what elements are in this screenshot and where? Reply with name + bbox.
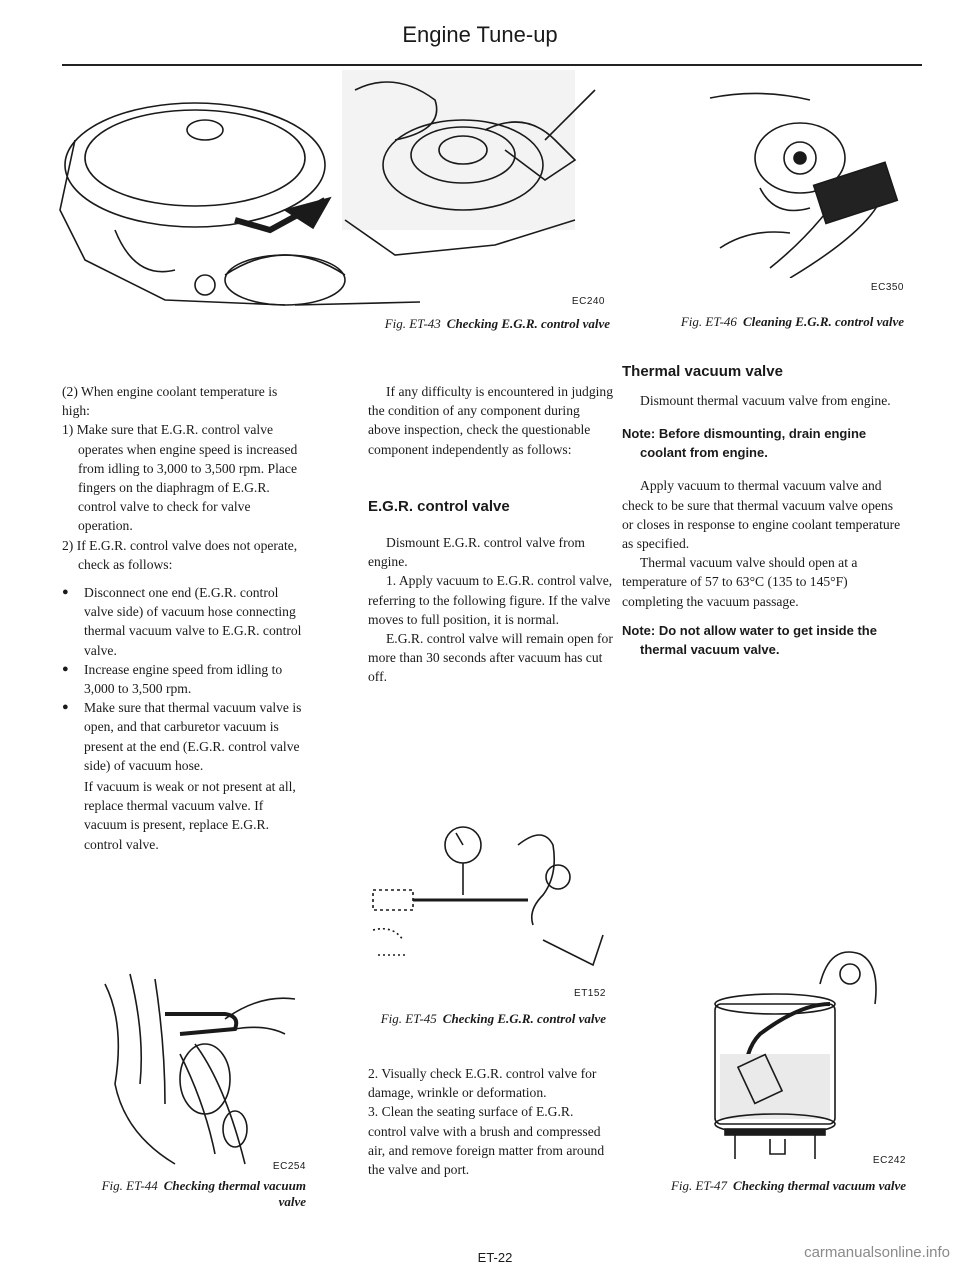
bullet-disconnect: ● Disconnect one end (E.G.R. control valve side) of vacuum hose connecting thermal vacuum valve to E.G.R. control valve.: [62, 583, 308, 660]
fig-et47-number: Fig. ET-47: [670, 1178, 728, 1193]
engine-egr-illustration: [55, 70, 610, 310]
fig-et45-caption: [360, 1011, 606, 1027]
fig-et43-code: EC240: [571, 296, 605, 307]
tvv-dismount-text: Dismount thermal vacuum valve from engine.: [640, 393, 891, 409]
watermark: carmanualsonline.info: [804, 1244, 950, 1261]
egr-step-2-text: 2. Visually check E.G.R. control valve for damage, wrinkle or deformation.: [368, 1066, 597, 1101]
step-2-text: (2) When engine coolant temperature is high:: [62, 384, 278, 419]
fig-et45-number: Fig. ET-45: [380, 1011, 437, 1026]
egr-step-3-text: 3. Clean the seating surface of E.G.R. control valve with a brush and compressed air, and remove foreign matter from around the valve and port.: [368, 1104, 605, 1178]
fig-et44-code: EC254: [272, 1161, 306, 1172]
thermal-vacuum-valve-test-illustration: [700, 944, 910, 1159]
fig-et47-caption: [640, 1178, 906, 1194]
fig-et43-title: Checking E.G.R. control valve: [446, 316, 610, 331]
bullet-make-sure-text: Make sure that thermal vacuum valve is open, and that carburetor vacuum is present at the end (E.G.R. control valve side) of vacuum hose.: [84, 700, 302, 773]
fig-et46-caption: [680, 314, 904, 330]
column-1: [62, 382, 308, 854]
fig-et46-code: EC350: [870, 282, 904, 293]
column-2-lower: [368, 1064, 613, 1179]
fig-et45-title: Checking E.G.R. control valve: [442, 1011, 606, 1026]
thermal-vacuum-valve-heading: Thermal vacuum valve: [622, 363, 783, 380]
page-header-title: Engine Tune-up: [402, 22, 558, 47]
fig-et43-number: Fig. ET-43: [384, 316, 441, 331]
tvv-note-water: Note: Do not allow water to get inside the thermal vacuum valve.: [622, 622, 877, 657]
item-2-text: 2) If E.G.R. control valve does not operate, check as follows:: [62, 537, 298, 572]
egr-vacuum-gauge-illustration: [368, 815, 608, 985]
thermal-vacuum-hose-illustration: [85, 964, 310, 1169]
bullet-make-sure: [62, 698, 308, 854]
brush-cleaning-illustration: [700, 78, 910, 278]
fig-et47-title: Checking thermal vacuum valve: [733, 1178, 906, 1193]
fig-et46-title: Cleaning E.G.R. control valve: [742, 314, 904, 329]
intro-text: If any difficulty is encountered in judging the condition of any component during above inspection, check the questionable component independently as follows:: [368, 384, 614, 457]
egr-dismount-text: Dismount E.G.R. control valve from engine.: [368, 535, 585, 570]
tvv-note-drain: Note: Before dismounting, drain engine coolant from engine.: [622, 426, 867, 461]
column-3: [622, 362, 907, 659]
fig-et44-title: Checking thermal vacuum valve: [163, 1178, 306, 1209]
egr-control-valve-heading: E.G.R. control valve: [368, 497, 510, 515]
column-2: [368, 382, 613, 687]
page-number: ET-22: [477, 1250, 513, 1265]
fig-et44-caption: [100, 1178, 306, 1210]
fig-et47-code: EC242: [872, 1155, 906, 1166]
tvv-apply-text: Apply vacuum to thermal vacuum valve and check to be sure that thermal vacuum valve opens or closes in response to engine coolant temperature as specified.: [622, 478, 901, 552]
fig-et44-number: Fig. ET-44: [101, 1178, 158, 1193]
fig-et45-code: ET152: [574, 988, 606, 999]
tvv-open-text: Thermal vacuum valve should open at a temperature of 57 to 63°C (135 to 145°F) completing the vacuum passage.: [622, 555, 858, 609]
header-rule: [62, 64, 922, 66]
fig-et43-caption: [300, 316, 610, 332]
item-1-text: 1) Make sure that E.G.R. control valve operates when engine speed is increased from idling to 3,000 to 3,500 rpm. Place fingers on the diaphragm of E.G.R. control valve to check for valve operation.: [62, 422, 298, 534]
egr-step-1b-text: E.G.R. control valve will remain open for more than 30 seconds after vacuum has cut off.: [368, 631, 613, 685]
egr-step-1-text: 1. Apply vacuum to E.G.R. control valve, referring to the following figure. If the valve moves to full position, it is normal.: [368, 573, 613, 627]
bullet-increase-speed: ● Increase engine speed from idling to 3,000 to 3,500 rpm.: [62, 660, 308, 698]
fig-et46-number: Fig. ET-46: [680, 314, 737, 329]
bullet-make-sure-followup: If vacuum is weak or not present at all, replace thermal vacuum valve. If vacuum is present, replace E.G.R. control valve.: [84, 779, 296, 852]
